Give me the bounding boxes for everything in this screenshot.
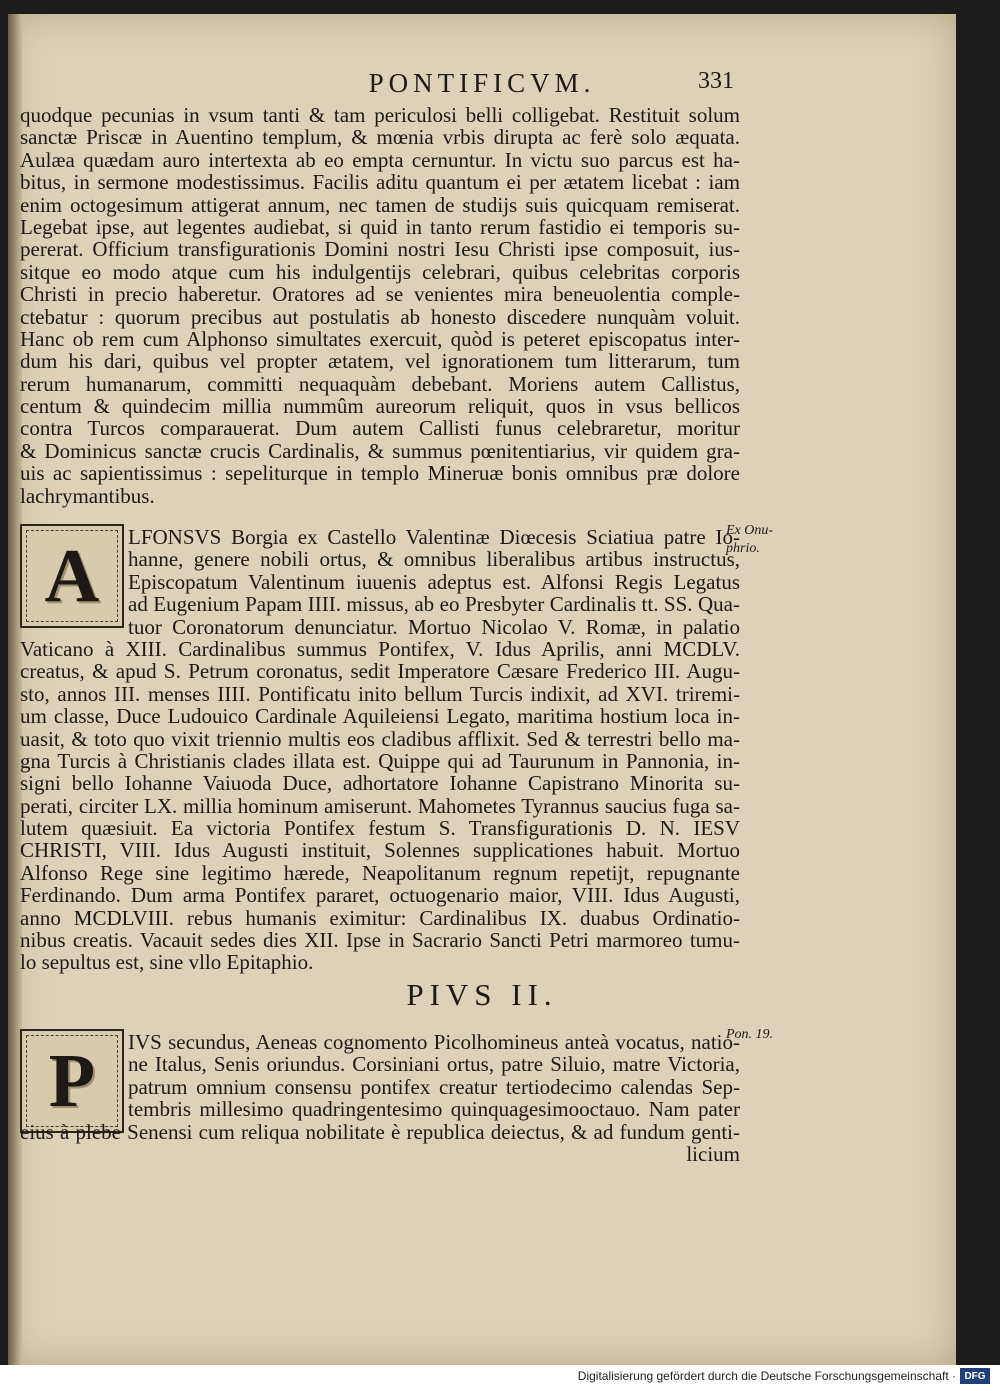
text-line: pererat. Officium transfigurationis Domini nostri Iesu Christi ipse composuit, ius- [20,237,740,262]
drop-cap-letter: P [48,1038,96,1123]
text-line: Vaticano à XIII. Cardinalibus summus Pontifex, V. Idus Aprilis, anni MCDLV. [20,636,740,661]
text-line: IVS secundus, Aeneas cognomento Picolhomineus anteà vocatus, natio- [128,1030,740,1054]
text-line: sitque eo modo atque cum his indulgentijs celebrari, quibus celebritas corporis [20,259,740,284]
text-line: bitus, in sermone modestissimus. Facilis aditu quantum ei per ætatem licebat : iam [20,170,740,195]
text-line: anno MCDLVIII. rebus humanis eximitur: Cardinalibus IX. duabus Ordinatio- [20,905,740,930]
text-line: Christi in precio haberetur. Oratores ad se venientes mira beneuolentia comple- [20,282,740,307]
marginal-note-reference: Pon. 19. [726,1027,774,1042]
paragraph-alfonsus [20,526,740,974]
text-line: dum his dari, quibus vel propter ætatem, vel ignorationem tum litterarum, tum [20,349,740,374]
text-line: nibus creatis. Vacauit sedes dies XII. Ipse in Sacrario Sancti Petri marmoreo tumu- [20,928,740,953]
text-line: ctebatur : quorum precibus aut postulatis ab honesto discedere nunquàm voluit. [20,304,740,329]
text-line: tuor Coronatorum denunciatur. Mortuo Nicolao V. Romæ, in palatio [128,614,740,639]
text-line: creatus, & apud S. Petrum coronatus, sedit Imperatore Cæsare Frederico III. Augu- [20,659,740,684]
text-line: contra Turcos comparauerat. Dum autem Callisti funus celebraretur, moritur [20,416,740,441]
text-line: hanne, genere nobili ortus, & omnibus liberalibus artibus instructus, [128,547,740,572]
text-line: Alfonso Rege sine legitimo hærede, Neapolitanum regnum repetijt, repugnante [20,860,740,885]
text-line: lachrymantibus. [20,483,155,508]
dfg-logo: DFG [960,1368,990,1384]
running-head: PONTIFICVM. [368,68,596,98]
section-heading: PIVS II. [406,977,558,1012]
text-line: rerum humanarum, committi nequaquàm debebant. Moriens autem Callistus, [20,371,740,396]
text-line: lutem quæsiuit. Ea victoria Pontifex festum S. Transfigurationis D. N. IESV [20,816,740,841]
page-number: 331 [698,68,734,94]
text-line: uis ac sapientissimus : sepeliturque in templo Mineruæ bonis omnibus præ dolore [20,461,740,486]
text-line: ne Italus, Senis oriundus. Corsiniani ortus, patre Siluio, matre Victoria, [128,1052,740,1077]
text-line: ad Eugenium Papam IIII. missus, ab eo Presbyter Cardinalis tt. SS. Qua- [128,592,740,617]
text-line: enim octogesimum attigerat annum, nec tamen de studijs suis quicquam remiserat. [20,192,740,217]
text-line: eius à plebe Senensi cum reliqua nobilitate è republica deiectus, & ad fundum genti- [20,1119,740,1144]
footer-bar [0,1365,1000,1391]
text-line: signi bello Iohanne Vaiuoda Duce, adhortatore Iohanne Capistrano Minorita su- [20,771,740,796]
marginal-note-source: Ex Onu- phrio. [726,523,774,556]
paragraph-callistus-continued [20,104,740,507]
text-line: Aulæa quædam auro intertexta ab eo empta cernuntur. In victu suo parcus est ha- [20,147,740,172]
text-line: perati, circiter LX. millia hominum amiserunt. Mahometes Tyrannus saucius fuga sa- [20,793,740,818]
paragraph-pius [20,1031,740,1165]
text-line: tembris millesimo quadringentesimo quinquagesimooctauo. Nam pater [128,1097,740,1122]
text-line: licium [686,1141,740,1166]
text-line: uasit, & toto quo vixit triennio multis eos cladibus afflixit. Sed & terrestri bello ma- [20,726,740,751]
footer-credit: Digitalisierung gefördert durch die Deutsche Forschungsgemeinschaft · [577,1369,956,1383]
book-page [8,14,956,1365]
text-line: Legebat ipse, aut legentes audiebat, si quid in tanto rerum fastidio ei temporis su- [20,214,740,239]
text-line: Episcopatum Valentinum iuuenis adeptus est. Alfonsi Regis Legatus [128,569,740,594]
drop-cap-letter: A [44,533,100,618]
text-line: patrum omnium consensu pontifex creatur tertiodecimo calendas Sep- [128,1074,740,1099]
text-line: CHRISTI, VIII. Idus Augusti instituit, Solennes supplicationes habuit. Mortuo [20,838,740,863]
text-line: gna Turcis à Christianis clades illata est. Quippe qui ad Taurunum in Pannonia, in- [20,748,740,773]
text-line: sanctæ Priscæ in Auentino templum, & mœnia vrbis dirupta ac ferè solo æquata. [20,125,740,150]
text-line: & Dominicus sanctæ crucis Cardinalis, & summus pœnitentiarius, vir quidem gra- [20,438,740,463]
text-line: Hanc ob rem cum Alphonso simultates exercuit, quòd is peteret episcopatus inter- [20,326,740,351]
text-line: sto, annos III. menses IIII. Pontificatu inito bellum Turcis indixit, ad XVI. triremi- [20,681,740,706]
text-line: LFONSVS Borgia ex Castello Valentinæ Diœcesis Sciatiua patre Io- [128,525,740,549]
text-line: centum & quindecim millia nummûm aureorum reliquit, quos in vsus bellicos [20,394,740,419]
text-line: um classe, Duce Ludouico Cardinale Aquileiensi Legato, maritima hostium loca in- [20,704,740,729]
text-line: lo sepultus est, sine vllo Epitaphio. [20,950,314,975]
text-line: Ferdinando. Dum arma Pontifex pararet, octuogenario maior, VIII. Idus Augusti, [20,883,740,908]
text-line: quodque pecunias in vsum tanti & tam periculosi belli colligebat. Restituit solum [20,103,740,127]
